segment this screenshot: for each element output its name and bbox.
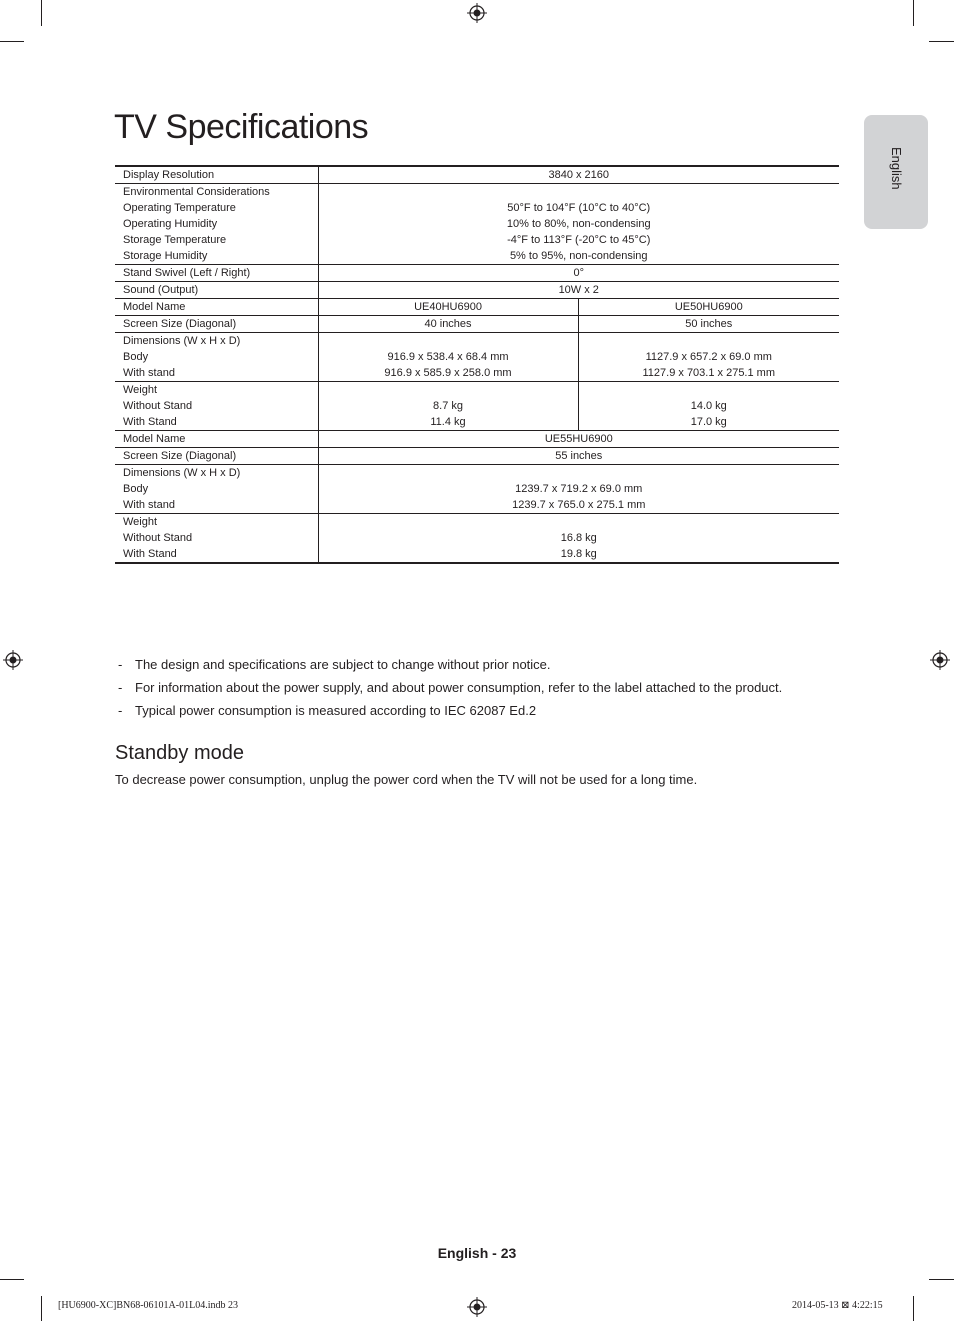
spec-label-cell	[115, 333, 318, 382]
spec-value-cell	[318, 265, 839, 282]
spec-label: Stand Swivel (Left / Right)	[123, 267, 251, 279]
registration-mark-icon	[467, 1297, 487, 1317]
spec-row	[115, 448, 839, 465]
spec-row	[115, 184, 839, 265]
spec-row	[115, 333, 839, 382]
spec-label: Without Stand	[123, 400, 193, 412]
spec-label: Model Name	[123, 433, 186, 445]
spec-value: 17.0 kg	[690, 416, 727, 428]
spec-value-cell	[318, 299, 578, 316]
note-text: For information about the power supply, and about power consumption, refer to the label attached to the product.	[135, 680, 783, 695]
spec-label: Screen Size (Diagonal)	[123, 318, 237, 330]
spec-label-cell	[115, 184, 318, 265]
spec-value: 10W x 2	[558, 284, 599, 296]
page-title: TV Specifications	[114, 108, 369, 146]
spec-value: UE55HU6900	[544, 433, 613, 445]
note-dash: -	[118, 657, 123, 672]
spec-label: Model Name	[123, 301, 186, 313]
spec-value: 11.4 kg	[430, 416, 466, 428]
spec-value: 19.8 kg	[560, 548, 597, 560]
spec-value-cell	[318, 282, 839, 299]
spec-value: 55 inches	[555, 450, 603, 462]
spec-label-cell	[115, 299, 318, 316]
crop-mark	[0, 1279, 24, 1280]
standby-text: To decrease power consumption, unplug the power cord when the TV will not be used for a long time.	[115, 772, 698, 787]
spec-label-cell	[115, 166, 318, 184]
registration-mark-icon	[930, 650, 950, 670]
spec-value: 3840 x 2160	[548, 169, 610, 181]
spec-label: With stand	[123, 367, 175, 379]
spec-value: UE40HU6900	[414, 301, 482, 313]
crop-mark	[929, 41, 954, 42]
spec-label: Body	[123, 351, 149, 363]
spec-value: 1239.7 x 719.2 x 69.0 mm	[515, 483, 643, 495]
spec-value-cell	[578, 333, 839, 382]
spec-value: 16.8 kg	[560, 532, 597, 544]
spec-label: Without Stand	[123, 532, 193, 544]
note-text: The design and specifications are subject to change without prior notice.	[135, 657, 551, 672]
spec-value-cell	[318, 382, 578, 431]
notes-list	[115, 656, 855, 725]
spec-value: 916.9 x 538.4 x 68.4 mm	[387, 351, 509, 363]
spec-value: 1127.9 x 703.1 x 275.1 mm	[642, 367, 775, 379]
spec-label: With stand	[123, 499, 175, 511]
spec-value: 916.9 x 585.9 x 258.0 mm	[384, 367, 512, 379]
slug-right-date: 2014-05-13 ⊠ 4:22:15	[792, 1300, 883, 1311]
spec-row	[115, 431, 839, 448]
spec-label-cell	[115, 465, 318, 514]
spec-row	[115, 514, 839, 564]
spec-row	[115, 282, 839, 299]
slug-right	[792, 1300, 883, 1311]
spec-label: Environmental Considerations	[123, 186, 270, 198]
spec-label: Body	[123, 483, 149, 495]
spec-row	[115, 166, 839, 184]
spec-value: 14.0 kg	[690, 400, 727, 412]
spec-label: Sound (Output)	[123, 284, 199, 296]
spec-label: Storage Temperature	[123, 234, 227, 246]
spec-label: Dimensions (W x H x D)	[123, 335, 241, 347]
registration-mark-icon	[3, 650, 23, 670]
spec-value: UE50HU6900	[674, 301, 743, 313]
registration-mark-icon	[467, 3, 487, 23]
crop-mark	[0, 41, 24, 42]
spec-value-cell	[578, 316, 839, 333]
note-dash: -	[118, 680, 123, 695]
spec-value: 40 inches	[424, 318, 472, 330]
standby-heading: Standby mode	[115, 742, 244, 764]
spec-value-cell	[318, 514, 839, 564]
spec-row	[115, 465, 839, 514]
crop-mark	[41, 0, 42, 26]
spec-value-cell	[318, 333, 578, 382]
spec-label: Weight	[123, 384, 158, 396]
spec-table	[115, 165, 839, 564]
spec-row	[115, 316, 839, 333]
note-item	[115, 679, 855, 696]
spec-value-cell	[578, 299, 839, 316]
spec-label: Operating Temperature	[123, 202, 236, 214]
spec-value: 10% to 80%, non-condensing	[506, 218, 651, 230]
spec-label: Dimensions (W x H x D)	[123, 467, 241, 479]
spec-label: Weight	[123, 516, 158, 528]
spec-value-cell	[318, 184, 839, 265]
spec-label-cell	[115, 265, 318, 282]
spec-label-cell	[115, 316, 318, 333]
spec-value: 0°	[573, 267, 585, 279]
note-item	[115, 656, 855, 673]
crop-mark	[913, 1296, 914, 1321]
spec-value-cell	[318, 316, 578, 333]
note-item	[115, 702, 855, 719]
spec-label: Screen Size (Diagonal)	[123, 450, 237, 462]
spec-label: Storage Humidity	[123, 250, 208, 262]
note-dash: -	[118, 703, 123, 718]
slug-left: [HU6900-XC]BN68-06101A-01L04.indb 23	[58, 1300, 238, 1311]
spec-value-cell	[578, 382, 839, 431]
spec-label-cell	[115, 431, 318, 448]
crop-mark	[929, 1279, 954, 1280]
spec-value: 1127.9 x 657.2 x 69.0 mm	[645, 351, 772, 363]
note-text: Typical power consumption is measured according to IEC 62087 Ed.2	[135, 703, 537, 718]
page-footer: English - 23	[437, 1245, 517, 1261]
language-side-tab-label: English	[889, 147, 904, 190]
spec-value: 50°F to 104°F (10°C to 40°C)	[507, 202, 651, 214]
spec-row	[115, 382, 839, 431]
spec-label: Operating Humidity	[123, 218, 218, 230]
spec-value: 8.7 kg	[433, 400, 463, 412]
spec-label: With Stand	[123, 416, 177, 428]
spec-label-cell	[115, 382, 318, 431]
crop-mark	[41, 1296, 42, 1321]
spec-label-cell	[115, 514, 318, 564]
spec-row	[115, 299, 839, 316]
spec-value: 50 inches	[685, 318, 733, 330]
spec-value-cell	[318, 166, 839, 184]
spec-label: With Stand	[123, 548, 177, 560]
spec-label: Display Resolution	[123, 169, 215, 181]
spec-value: 5% to 95%, non-condensing	[509, 250, 648, 262]
spec-value-cell	[318, 431, 839, 448]
spec-value: -4°F to 113°F (-20°C to 45°C)	[507, 234, 651, 246]
spec-value: 1239.7 x 765.0 x 275.1 mm	[512, 499, 646, 511]
spec-value-cell	[318, 465, 839, 514]
language-side-tab	[864, 115, 928, 229]
spec-value-cell	[318, 448, 839, 465]
spec-label-cell	[115, 448, 318, 465]
crop-mark	[913, 0, 914, 26]
spec-label-cell	[115, 282, 318, 299]
spec-row	[115, 265, 839, 282]
